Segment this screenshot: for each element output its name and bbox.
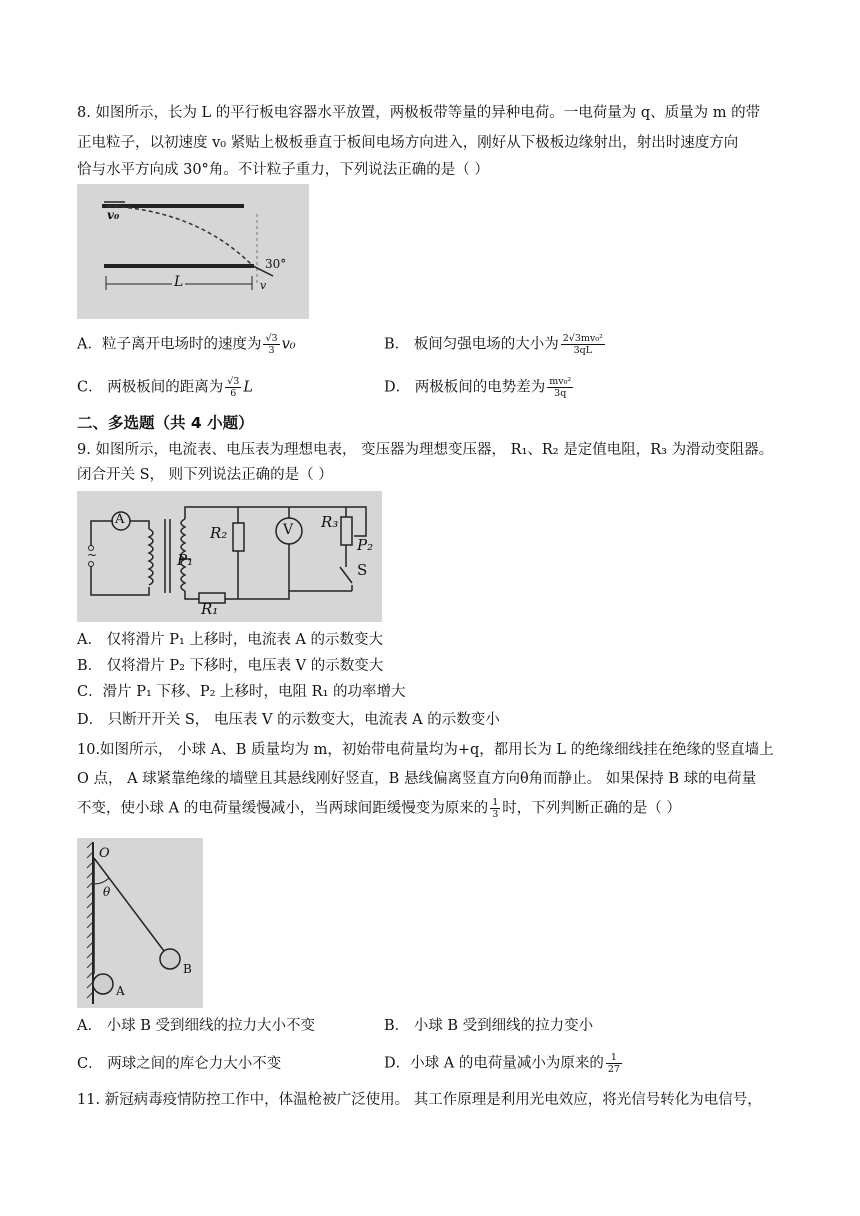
q9-r3-label: R₃	[321, 513, 339, 531]
ac-source-icon: ~	[87, 548, 98, 562]
q9-r2-label: R₂	[210, 524, 228, 542]
q10-line3: 不变，使小球 A 的电荷量缓慢减小，当两球间距缓慢变为原来的 $\frac{1}{3}$ 时，下列判断正确的是（ ）	[77, 797, 681, 820]
q8-option-d-fraction: $\frac{\text{mv₀²}}{3q}$	[549, 376, 572, 399]
q9-r1-label: R₁	[201, 600, 219, 618]
q8-option-b-fraction: $\frac{\text{2√3mv₀²}}{3qL}$	[562, 333, 603, 356]
q10-option-b: B． 小球 B 受到细线的拉力变小	[384, 1018, 594, 1034]
q10-ball-b-label: B	[183, 962, 192, 976]
q8-line2: 正电粒子，以初速度 v₀ 紧贴上极板垂直于板间电场方向进入，刚好从下极板边缘射出，射出时速度方向	[77, 135, 739, 151]
q9-p2-label: P₂	[357, 536, 374, 554]
q9-switch-label: S	[357, 561, 368, 579]
ammeter-icon: A	[115, 512, 125, 527]
q8-option-a-fraction: $\frac{√3}{3}$	[265, 333, 278, 356]
q10-one-third-fraction: $\frac{1}{3}$	[492, 797, 499, 820]
q10-theta-label: θ	[103, 885, 111, 899]
q8-capacitor-figure	[77, 184, 309, 319]
q10-ball-a-label: A	[116, 984, 125, 998]
q11-line1: 11. 新冠病毒疫情防控工作中，体温枪被广泛使用。 其工作原理是利用光电效应，将光信号转化为电信号，	[77, 1092, 762, 1108]
q10-pendulum-figure	[77, 838, 203, 1008]
q9-line1: 9. 如图所示，电流表、电压表为理想电表， 变压器为理想变压器， R₁、R₂ 是定值电阻，R₃ 为滑动变阻器。	[77, 442, 774, 458]
q9-line2: 闭合开关 S， 则下列说法正确的是（ ）	[77, 467, 333, 483]
q8-option-a: A．粒子离开电场时的速度为 $\frac{√3}{3}$ v₀	[77, 333, 296, 356]
q8-v0-label: v₀	[107, 208, 120, 222]
q8-option-c-fraction: $\frac{√3}{6}$	[227, 376, 240, 399]
q8-option-d: D． 两极板间的电势差为 $\frac{\text{mv₀²}}{3q}$	[384, 376, 572, 399]
q10-o-label: O	[99, 846, 110, 861]
q9-option-c: C．滑片 P₁ 下移、P₂ 上移时，电阻 R₁ 的功率增大	[77, 684, 406, 700]
q10-option-d-fraction: $\frac{1}{27}$	[607, 1052, 620, 1075]
q8-option-c: C． 两极板间的距离为 $\frac{√3}{6}$ L	[77, 376, 253, 399]
q10-option-c: C． 两球之间的库仑力大小不变	[77, 1056, 282, 1072]
q10-option-d: D．小球 A 的电荷量减小为原来的 $\frac{1}{27}$	[384, 1052, 620, 1075]
q8-line1: 8. 如图所示，长为 L 的平行板电容器水平放置，两极板带等量的异种电荷。一电荷量为 q、质量为 m 的带	[77, 105, 761, 121]
q8-line3: 恰与水平方向成 30°角。不计粒子重力，下列说法正确的是（ ）	[77, 162, 489, 178]
q9-option-b: B． 仅将滑片 P₂ 下移时，电压表 V 的示数变大	[77, 658, 384, 674]
section-multiple-choice-title: 二、多选题（共 4 小题）	[77, 414, 254, 432]
q8-option-b: B． 板间匀强电场的大小为 $\frac{\text{2√3mv₀²}}{3qL}$	[384, 333, 603, 356]
q8-angle-label: 30°	[265, 257, 287, 271]
q9-option-a: A． 仅将滑片 P₁ 上移时，电流表 A 的示数变大	[77, 632, 384, 648]
q9-option-d: D． 只断开开关 S， 电压表 V 的示数变大，电流表 A 的示数变小	[77, 712, 500, 728]
q10-line1: 10.如图所示， 小球 A、B 质量均为 m，初始带电荷量均为+q，都用长为 L 的绝缘细线挂在绝缘的竖直墙上	[77, 742, 774, 758]
q10-line2: O 点， A 球紧靠绝缘的墙壁且其悬线刚好竖直，B 悬线偏离竖直方向θ角而静止。 如果保持 B 球的电荷量	[77, 771, 757, 787]
q10-option-a: A． 小球 B 受到细线的拉力大小不变	[77, 1018, 315, 1034]
q9-circuit-figure	[77, 491, 382, 622]
voltmeter-icon: V	[283, 522, 294, 538]
q8-L-label: L	[174, 274, 184, 290]
q8-v-label: v	[260, 279, 267, 292]
q9-p1-label: P₁	[177, 551, 194, 569]
